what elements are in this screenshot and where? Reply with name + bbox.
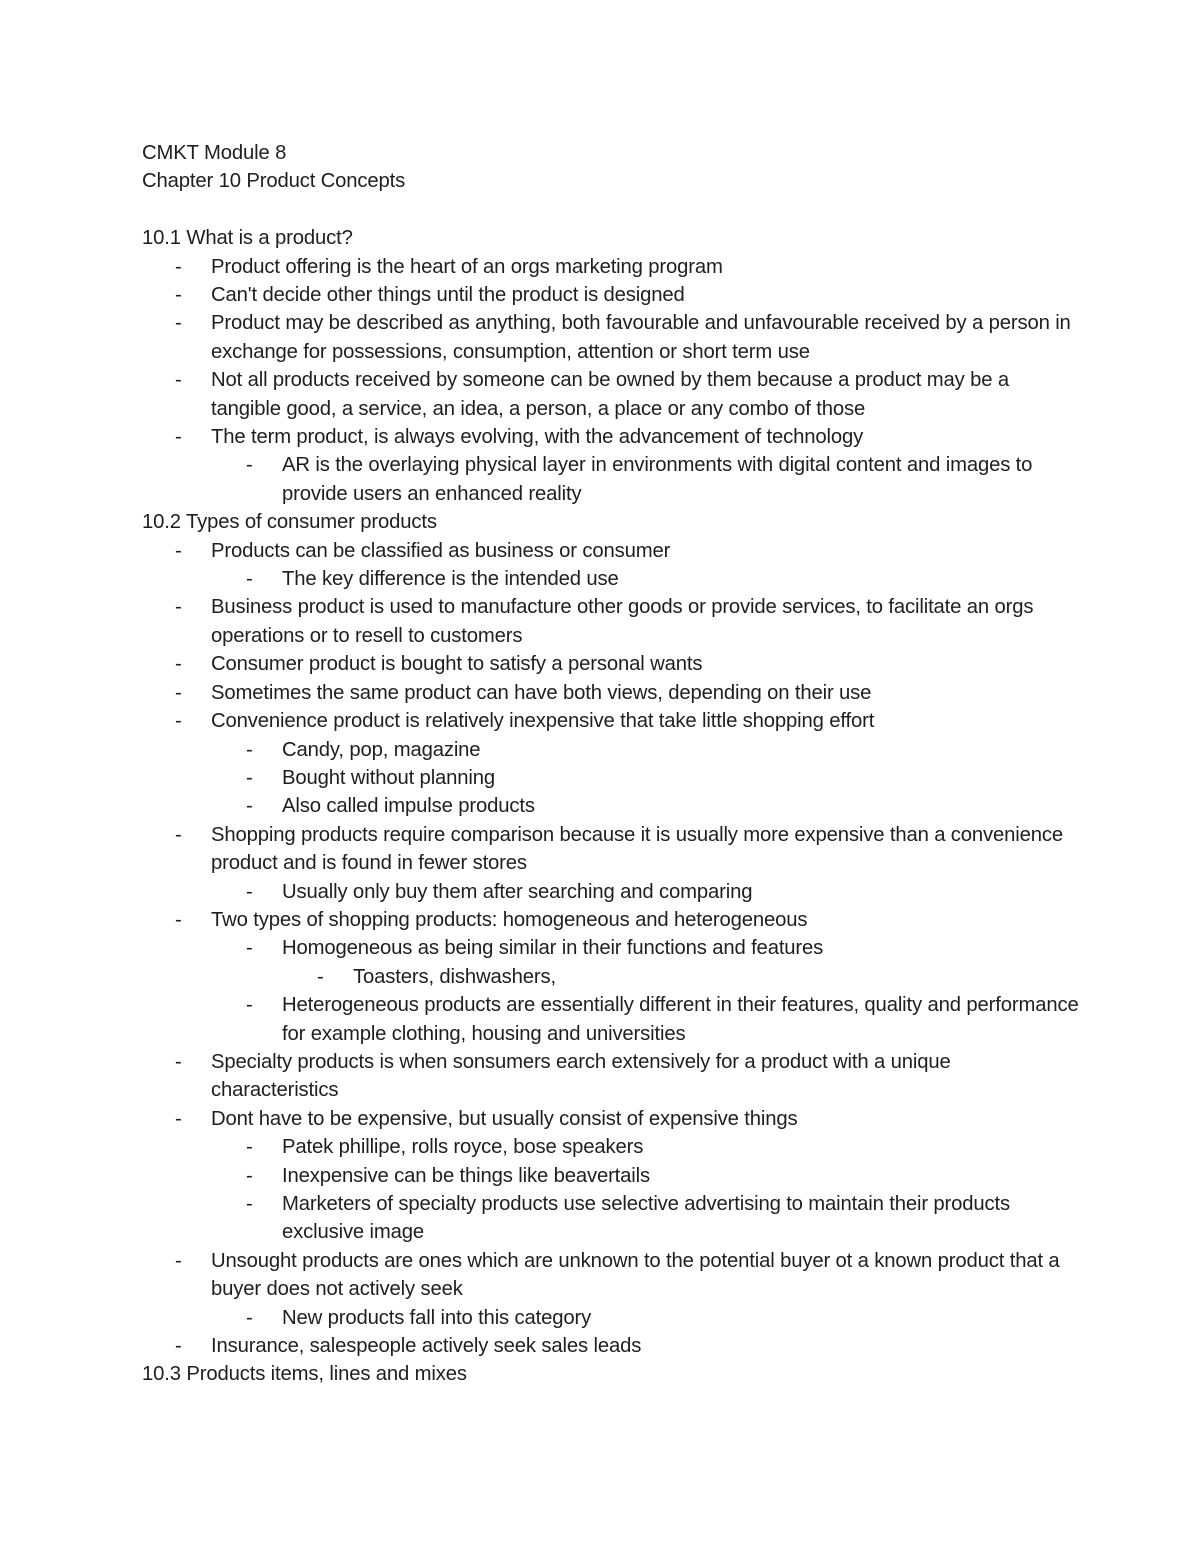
- bullet-text: Patek phillipe, rolls royce, bose speakers: [282, 1136, 644, 1159]
- bullet-item-level-1: [142, 1332, 1082, 1360]
- bullet-item-level-1: [142, 366, 1082, 423]
- bullet-text: Also called impulse products: [282, 795, 535, 818]
- bullet-item-level-2: [142, 1190, 1082, 1247]
- heading-line: [142, 167, 1082, 195]
- bullet-text: Products can be classified as business or consumer: [211, 539, 671, 562]
- bullet-item-level-1: [142, 650, 1082, 678]
- bullet-text: Consumer product is bought to satisfy a personal wants: [211, 653, 703, 676]
- bullet-item-level-1: [142, 1105, 1082, 1133]
- bullet-text: Unsought products are ones which are unknown to the potential buyer ot a known product that a buyer does not actively seek: [211, 1249, 1060, 1301]
- bullet-item-level-2: [142, 934, 1082, 962]
- bullet-dash: -: [246, 1306, 253, 1329]
- bullet-dash: -: [246, 994, 253, 1017]
- heading-text: CMKT Module 8: [142, 142, 287, 164]
- bullet-text: Product offering is the heart of an orgs marketing program: [211, 255, 723, 278]
- bullet-dash: -: [175, 1050, 182, 1073]
- bullet-text: New products fall into this category: [282, 1306, 592, 1329]
- bullet-text: Marketers of specialty products use selective advertising to maintain their products exclusive image: [282, 1193, 1011, 1244]
- heading-line: [142, 139, 1082, 167]
- bullet-item-level-2: [142, 736, 1082, 764]
- bullet-dash: -: [246, 1136, 253, 1159]
- bullet-item-level-2: [142, 991, 1082, 1048]
- heading-text: 10.1 What is a product?: [142, 227, 353, 250]
- bullet-dash: -: [246, 795, 253, 818]
- bullet-text: Homogeneous as being similar in their functions and features: [282, 937, 824, 960]
- bullet-dash: -: [246, 1164, 253, 1187]
- bullet-dash: -: [175, 823, 182, 846]
- bullet-item-level-2: [142, 1133, 1082, 1161]
- bullet-text: Not all products received by someone can be owned by them because a product may be a tangible good, a service, an idea, a person, a place or any combo of those: [211, 369, 1009, 420]
- bullet-text: Convenience product is relatively inexpensive that take little shopping effort: [211, 710, 875, 733]
- bullet-item-level-1: [142, 423, 1082, 451]
- bullet-dash: -: [175, 284, 182, 307]
- bullet-dash: -: [246, 454, 253, 477]
- bullet-item-level-1: [142, 906, 1082, 934]
- bullet-item-level-1: [142, 821, 1082, 878]
- bullet-dash: -: [246, 738, 253, 761]
- bullet-item-level-2: [142, 565, 1082, 593]
- bullet-dash: -: [175, 908, 182, 931]
- bullet-text: Product may be described as anything, both favourable and unfavourable received by a person in exchange for possessions, consumption, attention or short term use: [211, 312, 1071, 363]
- bullet-dash: -: [175, 596, 182, 619]
- heading-text: 10.2 Types of consumer products: [142, 511, 437, 534]
- bullet-text: Insurance, salespeople actively seek sales leads: [211, 1335, 642, 1358]
- bullet-item-level-1: [142, 309, 1082, 366]
- bullet-text: Dont have to be expensive, but usually consist of expensive things: [211, 1107, 798, 1130]
- bullet-text: The key difference is the intended use: [282, 568, 619, 591]
- bullet-dash: -: [175, 681, 182, 704]
- bullet-text: Specialty products is when sonsumers earch extensively for a product with a unique characteristics: [211, 1050, 951, 1102]
- bullet-dash: -: [175, 369, 182, 392]
- document-body: [142, 139, 1082, 1389]
- bullet-item-level-1: [142, 593, 1082, 650]
- bullet-text: Usually only buy them after searching and comparing: [282, 880, 753, 903]
- bullet-text: Heterogeneous products are essentially different in their features, quality and performance for example clothing, housing and universities: [282, 994, 1079, 1045]
- bullet-item-level-1: [142, 1247, 1082, 1304]
- bullet-item-level-2: [142, 1304, 1082, 1332]
- bullet-text: Candy, pop, magazine: [282, 738, 481, 761]
- bullet-text: Business product is used to manufacture other goods or provide services, to facilitate an orgs operations or to resell to customers: [211, 596, 1034, 647]
- bullet-text: Sometimes the same product can have both views, depending on their use: [211, 681, 872, 704]
- bullet-text: Toasters, dishwashers,: [353, 965, 556, 988]
- bullet-dash: -: [175, 426, 182, 449]
- bullet-item-level-1: [142, 281, 1082, 309]
- heading-text: 10.3 Products items, lines and mixes: [142, 1363, 467, 1386]
- bullet-dash: -: [175, 1335, 182, 1358]
- bullet-text: Can't decide other things until the product is designed: [211, 284, 685, 307]
- heading-line: [142, 224, 1082, 252]
- bullet-dash: -: [175, 312, 182, 335]
- bullet-item-level-1: [142, 537, 1082, 565]
- bullet-item-level-1: [142, 253, 1082, 281]
- bullet-item-level-1: [142, 707, 1082, 735]
- bullet-dash: -: [246, 568, 253, 591]
- bullet-dash: -: [246, 937, 253, 960]
- bullet-dash: -: [175, 1107, 182, 1130]
- bullet-dash: -: [175, 539, 182, 562]
- bullet-item-level-1: [142, 1048, 1082, 1105]
- bullet-item-level-2: [142, 764, 1082, 792]
- bullet-dash: -: [246, 880, 253, 903]
- bullet-dash: -: [246, 1193, 253, 1216]
- bullet-text: Inexpensive can be things like beavertails: [282, 1164, 651, 1187]
- bullet-item-level-2: [142, 1162, 1082, 1190]
- bullet-dash: -: [175, 653, 182, 676]
- bullet-text: The term product, is always evolving, with the advancement of technology: [211, 426, 864, 449]
- bullet-item-level-2: [142, 792, 1082, 820]
- heading-text: Chapter 10 Product Concepts: [142, 170, 406, 193]
- heading-line: [142, 508, 1082, 536]
- bullet-dash: -: [246, 766, 253, 789]
- bullet-text: Bought without planning: [282, 766, 496, 789]
- heading-line: [142, 1360, 1082, 1388]
- bullet-text: AR is the overlaying physical layer in environments with digital content and images to provide users an enhanced reality: [282, 454, 1033, 505]
- bullet-dash: -: [317, 965, 324, 988]
- bullet-dash: -: [175, 255, 182, 278]
- blank-line: [142, 196, 1082, 224]
- bullet-item-level-1: [142, 679, 1082, 707]
- bullet-dash: -: [175, 1249, 182, 1272]
- bullet-dash: -: [175, 710, 182, 733]
- bullet-item-level-2: [142, 451, 1082, 508]
- bullet-text: Shopping products require comparison because it is usually more expensive than a convenience product and is found in fewer stores: [211, 823, 1064, 875]
- bullet-item-level-2: [142, 878, 1082, 906]
- bullet-text: Two types of shopping products: homogeneous and heterogeneous: [211, 908, 808, 931]
- bullet-item-level-3: [142, 963, 1082, 991]
